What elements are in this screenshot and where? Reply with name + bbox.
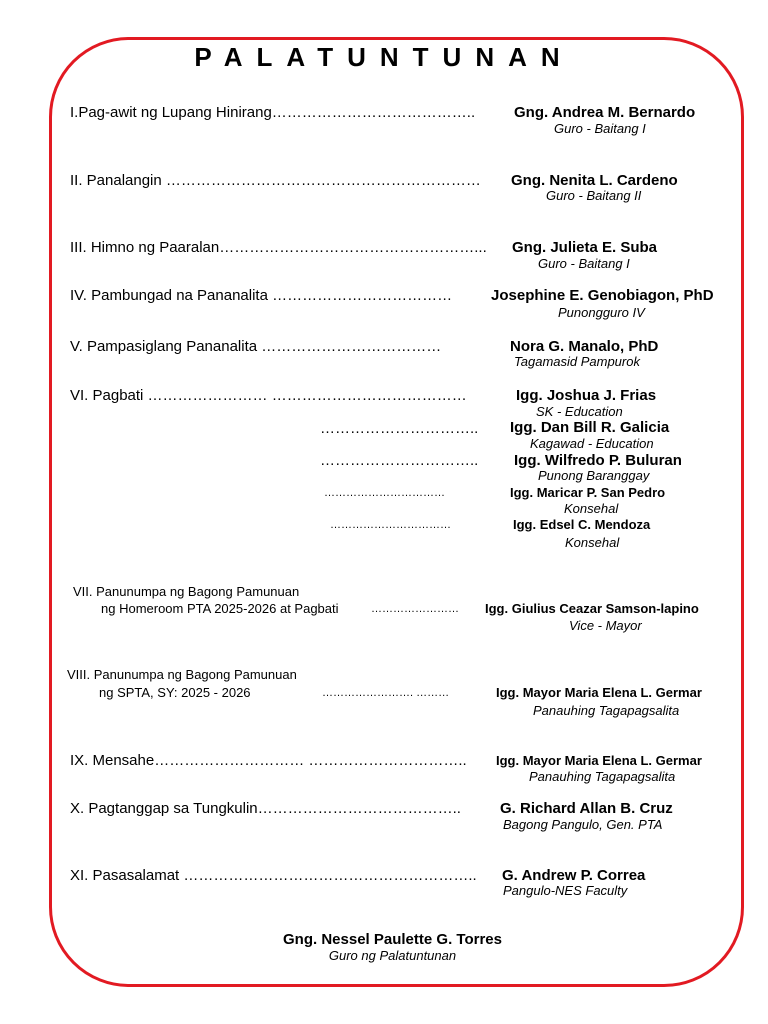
program-item-1-name: Gng. Andrea M. Bernardo: [514, 104, 696, 121]
program-item-7-name: Igg. Giulius Ceazar Samson-lapino: [485, 601, 699, 616]
emcee-name: Gng. Nessel Paulette G. Torres: [283, 931, 502, 948]
program-item-3-name: Gng. Julieta E. Suba: [512, 239, 658, 256]
greeting-1-name: Igg. Dan Bill R. Galicia: [510, 419, 670, 436]
greeting-2-role: Punong Baranggay: [538, 468, 650, 483]
greeting-2-dots: …………………………..: [320, 452, 479, 469]
program-item-8-line2: ng SPTA, SY: 2025 - 2026: [99, 685, 251, 700]
program-item-3-label: III. Himno ng Paaralan……………………………………………...: [70, 239, 487, 256]
program-item-7-line1: VII. Panunumpa ng Bagong Pamunuan: [73, 584, 300, 599]
program-item-8-dots: ……………………. ………: [322, 687, 450, 699]
program-item-10-role: Bagong Pangulo, Gen. PTA: [503, 817, 663, 832]
program-item-1-label: I.Pag-awit ng Lupang Hinirang…………………………………..: [70, 104, 476, 121]
program-item-9-label: IX. Mensahe………………………… …………………………..: [70, 752, 467, 769]
program-item-4-name: Josephine E. Genobiagon, PhD: [491, 287, 714, 304]
program-item-9-role: Panauhing Tagapagsalita: [529, 769, 676, 784]
program-item-11-role: Pangulo-NES Faculty: [503, 883, 628, 898]
program-item-8-role: Panauhing Tagapagsalita: [533, 703, 680, 718]
program-item-7-dots: ……………………: [371, 603, 459, 615]
program-item-3-role: Guro - Baitang I: [538, 256, 630, 271]
greeting-3-dots: ……………………………: [324, 487, 445, 499]
greeting-4-name: Igg. Edsel C. Mendoza: [513, 517, 651, 532]
greeting-1-role: Kagawad - Education: [530, 436, 654, 451]
program-item-9-name: Igg. Mayor Maria Elena L. Germar: [496, 753, 702, 768]
program-item-4-role: Punongguro IV: [558, 305, 645, 320]
program-item-5-role: Tagamasid Pampurok: [514, 354, 640, 369]
greeting-4-role: Konsehal: [565, 535, 620, 550]
greeting-2-name: Igg. Wilfredo P. Buluran: [514, 452, 682, 469]
program-item-4-label: IV. Pambungad na Pananalita ………………………………: [70, 287, 453, 304]
greeting-4-dots: ……………………………: [330, 519, 451, 531]
emcee-role: Guro ng Palatuntunan: [328, 948, 457, 963]
program-item-11-name: G. Andrew P. Correa: [502, 867, 646, 884]
program-item-5-name: Nora G. Manalo, PhD: [510, 338, 659, 355]
program-item-2-name: Gng. Nenita L. Cardeno: [511, 172, 678, 189]
program-item-10-label: X. Pagtanggap sa Tungkulin…………………………………..: [70, 800, 461, 817]
program-item-11-label: XI. Pasasalamat …………………………………………………..: [70, 867, 477, 884]
page-title: PALATUNTUNAN: [194, 42, 574, 72]
program-item-7-role: Vice - Mayor: [569, 618, 642, 633]
program-item-2-role: Guro - Baitang II: [546, 188, 642, 203]
greeting-1-dots: …………………………..: [320, 420, 479, 437]
program-item-6-name: Igg. Joshua J. Frias: [516, 387, 657, 404]
greeting-3-name: Igg. Maricar P. San Pedro: [510, 485, 666, 500]
program-item-6-label: VI. Pagbati …………………… …………………………………: [70, 387, 467, 404]
program-item-1-role: Guro - Baitang I: [554, 121, 646, 136]
program-item-2-label: II. Panalangin ………………………………………………………: [70, 172, 481, 189]
program-item-7-line2: ng Homeroom PTA 2025-2026 at Pagbati: [101, 601, 339, 616]
program-item-8-name: Igg. Mayor Maria Elena L. Germar: [496, 685, 702, 700]
program-item-6-role: SK - Education: [536, 404, 623, 419]
program-item-5-label: V. Pampasiglang Pananalita ………………………………: [70, 338, 442, 355]
program-item-10-name: G. Richard Allan B. Cruz: [500, 800, 673, 817]
program-item-8-line1: VIII. Panunumpa ng Bagong Pamunuan: [67, 667, 297, 682]
greeting-3-role: Konsehal: [564, 501, 619, 516]
